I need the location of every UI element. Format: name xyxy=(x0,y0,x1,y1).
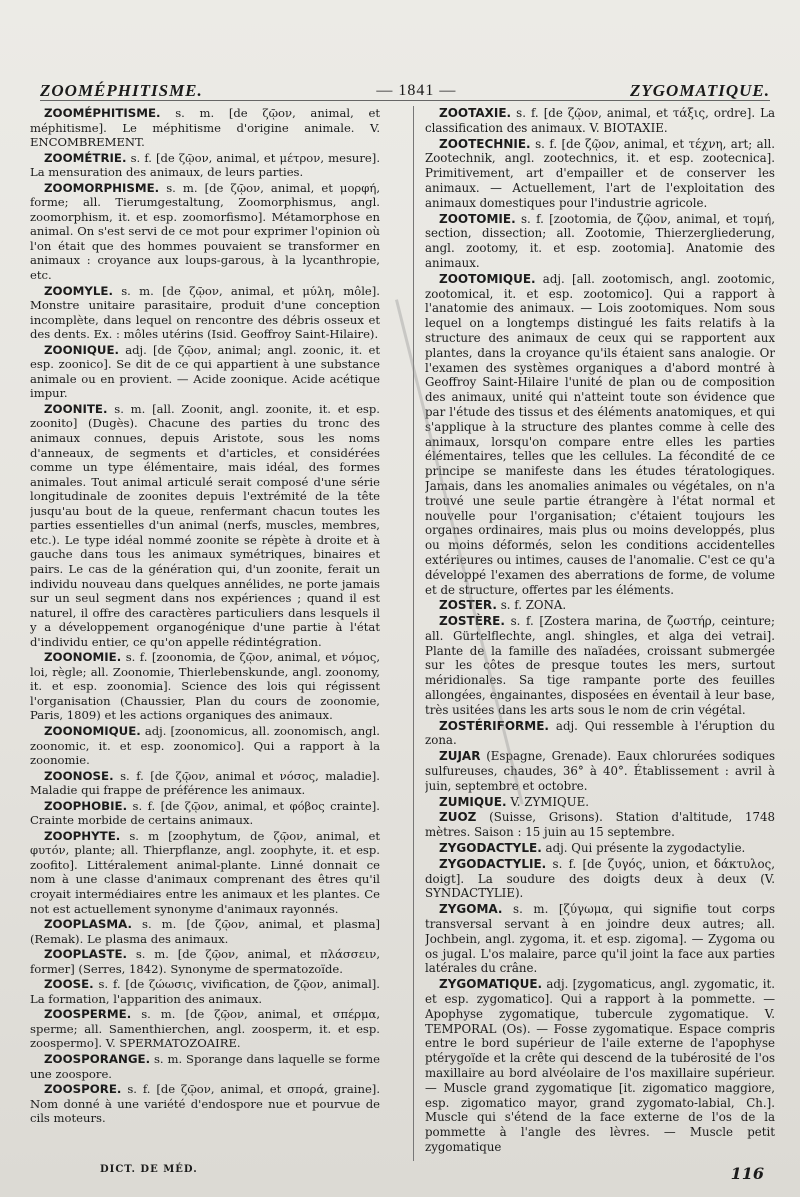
entry-headword: ZOOSPERME. xyxy=(44,1007,132,1022)
entry-headword: ZOOTAXIE. xyxy=(439,106,512,120)
entry-headword: ZOOTECHNIE. xyxy=(439,136,531,151)
entry-headword: ZOOTOMIQUE. xyxy=(439,271,536,286)
entry-definition: s. f. [zootomia, de ζῷον, animal, et τομή, section, dissection; all. Zootomie, Thierzergliederung, angl. zootomy, it. et esp. zootomia]. Anatomie des animaux. xyxy=(425,211,775,270)
dictionary-entry xyxy=(425,106,775,136)
entry-headword: ZOSTÈRE. xyxy=(439,614,505,629)
dictionary-entry xyxy=(30,402,380,649)
entry-definition: adj. [all. zootomisch, angl. zootomic, zootomical, it. et esp. zootomico]. Qui a rapport à l'anatomie des animaux. — Lois zootomiques. Nom sous lequel on a longtemps distingué les faits relatifs à la structure des animaux de ceux qui se rapportent aux plantes, dans la croyance qu'ils étaient sans analogie. Or l'examen des systèmes organiques a d'abord montré à Geoffroy Saint-Hilaire l'unité de plan ou de composition des animaux, unité qui n'atteint toute son évidence que par l'étude des tissus et des éléments anatomiques, et qui s'applique à la structure des plantes comme à celle des animaux, lorsqu'on compare entre elles les parties élémentaires, telles que les cellules. La fécondité de ce principe se manifeste dans les études tératologiques. Jamais, dans les anomalies animales ou végétales, on n'a trouvé une seule partie étrangère à l'état normal et nouvelle pour l'organisation; c'étaient toujours les organes ordinaires, mais plus ou moins developpés, plus ou moins déformés, selon les conditions accidentelles extérieures ou intimes, causes de l'anomalie. C'est ce qu'a développé l'examen des aberrations de forme, de volume et de structure, offertes par les éléments. xyxy=(425,271,775,597)
dictionary-entry xyxy=(425,598,775,613)
entry-definition: (Espagne, Grenade). Eaux chlorurées sodiques sulfureuses, chaudes, 36° à 40°. Établissement : avril à juin, septembre et octobre. xyxy=(425,749,775,793)
entry-headword: ZYGODACTYLIE. xyxy=(439,856,547,871)
entry-definition: s. f. [de ζῷον, animal, et μέτρον, mesure]. La mensuration des animaux, de leurs parties. xyxy=(30,150,380,180)
dictionary-entry xyxy=(30,977,380,1006)
entry-headword: ZOONOSE. xyxy=(44,768,114,783)
header-left-title: ZOOMÉPHITISME. xyxy=(40,81,203,100)
entry-headword: ZOOSPORE. xyxy=(44,1082,122,1097)
entry-definition: s. f. [de ζῷον, animal, et σπορά, graine]. Nom donné à une variété d'endospore nue et pourvue de cils moteurs. xyxy=(30,1082,380,1126)
dictionary-entry xyxy=(30,917,380,946)
entry-headword: ZYGODACTYLE. xyxy=(439,841,542,856)
dictionary-entry xyxy=(425,719,775,749)
entry-headword: ZUMIQUE. xyxy=(439,794,507,809)
entry-definition: s. m. [all. Zoonit, angl. zoonite, it. et esp. zoonito] (Dugès). Chacune des parties du tronc des animaux connues, depuis Aristote, sous les noms d'anneaux, de segments et d'articles, et considérées comme un type élémentaire, mais idéal, des formes animales. Tout animal articulé serait composé d'une série longitudinale de zoonites depuis l'extrémité de la tête jusqu'au bout de la queue, renfermant chacun toutes les parties essentielles d'un animal (nerfs, muscles, membres, etc.). Le type idéal nommé zoonite se répète à droite et à gauche dans tous les animaux symétriques, binaires et pairs. Le cas de la génération qui, d'un zoonite, ferait un individu nouveau dans quelques annélides, ne porte jamais sur un seul segment dans nos expériences ; quand il est naturel, il offre des caractères particuliers dans lesquels il y a développement organogénique d'une partie à l'état d'individu entier, ce qu'on appelle rédintégration. xyxy=(30,401,380,649)
dictionary-entry xyxy=(30,284,380,342)
entry-definition: V. ZYMIQUE. xyxy=(510,794,589,809)
dictionary-entry xyxy=(30,799,380,828)
entry-definition: s. m [zoophytum, de ζῷον, animal, et φυτόν, plante; all. Thierpflanze, angl. zoophyte, it. et esp. zoofito]. Littéralement animal-plante. Linné donnait ce nom à une classe d'animaux comprenant des êtres qu'il croyait intermédiaires entre les animaux et les plantes. Ce not est actuellement synonyme d'animaux rayonnés. xyxy=(30,828,380,916)
dictionary-entry xyxy=(425,795,775,810)
entry-headword: ZOOPHOBIE. xyxy=(44,798,128,813)
dictionary-entry xyxy=(30,769,380,798)
entry-headword: ZOOMÉPHITISME. xyxy=(44,106,161,120)
entry-headword: ZOOMÉTRIE. xyxy=(44,150,127,165)
entry-headword: ZOSTER. xyxy=(439,598,497,613)
dictionary-entry xyxy=(30,829,380,916)
entry-definition: s. f. [de ζώωσις, vivification, de ζῷον, animal]. La formation, l'apparition des animaux. xyxy=(30,977,380,1006)
dictionary-entry xyxy=(425,857,775,901)
entry-headword: ZYGOMATIQUE. xyxy=(439,977,543,992)
dictionary-entry xyxy=(30,106,380,150)
dictionary-entry xyxy=(30,151,380,180)
dictionary-entry xyxy=(425,749,775,793)
entry-definition: s. f. [Zostera marina, de ζωστήρ, ceinture; all. Gürtelflechte, angl. shingles, et alga dei vetrai]. Plante de la famille des naïadées, croissant submergée sur les côtes de presque toutes les mers, surtout méridionales. Sa tige rampante porte des feuilles allongées, engainantes, disposées en éventail à leur base, très usitées dans les arts sous le nom de crin végétal. xyxy=(425,614,775,717)
dictionary-entry xyxy=(30,343,380,401)
entry-headword: ZYGOMA. xyxy=(439,902,503,917)
entry-definition: s. m. [de ζῷον, animal, et méphitisme]. Le méphitisme d'origine animale. V. ENCOMBREMENT. xyxy=(30,106,380,150)
entry-definition: adj. [zoonomicus, all. zoonomisch, angl. zoonomic, it. et esp. zoonomico]. Qui a rapport à la zoonomie. xyxy=(30,723,380,768)
dictionary-entry xyxy=(30,1082,380,1126)
left-column xyxy=(30,106,380,1161)
entry-definition: adj. Qui ressemble à l'éruption du zona. xyxy=(425,718,775,748)
dictionary-entry xyxy=(425,137,775,211)
entry-definition: s. f. ZONA. xyxy=(500,598,567,613)
entry-definition: s. f. [de ζῷον, animal, et τάξις, ordre]. La classification des animaux. V. BIOTAXIE. xyxy=(425,106,775,135)
entry-definition: s. f. [de ζῷον, animal, et τέχνη, art; all. Zootechnik, angl. zootechnics, it. et esp. zootecnica]. Primitivement, art d'empailler et de conserver les animaux. — Actuellement, l'art de l'exploitation des animaux domestiques pour l'industrie agricole. xyxy=(425,136,775,210)
dictionary-entry xyxy=(425,841,775,856)
entry-definition: s. m. [de ζῷον, animal, et μορφή, forme; all. Tierumgestaltung, Zoomorphismus, angl. zoomorphism, it. et esp. zoomorfismo]. Métamorphose en animal. On s'est servi de ce mot pour exprimer l'opinion où l'on était que des hommes pouvaient se transformer en animaux : croyance aux loups-garous, à la lycanthropie, etc. xyxy=(30,180,380,283)
entry-headword: ZOOSPORANGE. xyxy=(44,1052,151,1066)
entry-definition: s. m. [de ζῷον, animal, et πλάσσειν, former] (Serres, 1842). Synonyme de spermatozoïde. xyxy=(30,947,380,976)
entry-headword: ZOOMYLE. xyxy=(44,283,113,298)
dictionary-entry xyxy=(30,1007,380,1051)
dictionary-entry xyxy=(30,724,380,768)
page-number: — 1841 — xyxy=(376,82,457,99)
header-rule xyxy=(40,100,770,101)
entry-definition: s. f. [de ζυγός, union, et δάκτυλος, doigt]. La soudure des doigts deux à deux (V. SYNDACTYLIE). xyxy=(425,856,775,901)
entry-headword: ZOOPLASMA. xyxy=(44,917,132,932)
dictionary-entry xyxy=(425,810,775,840)
header-right-title: ZYGOMATIQUE. xyxy=(630,81,770,100)
footer-signature: DICT. DE MÉD. xyxy=(100,1164,198,1175)
dictionary-entry xyxy=(30,1052,380,1081)
entry-headword: ZUJAR xyxy=(439,749,481,764)
entry-headword: ZOOSE. xyxy=(44,977,94,992)
entry-headword: ZOONIQUE. xyxy=(44,342,120,357)
entry-headword: ZOONOMIE. xyxy=(44,650,122,665)
entry-headword: ZOSTÉRIFORME. xyxy=(439,718,549,733)
entry-definition: adj. Qui présente la zygodactylie. xyxy=(545,841,746,856)
entry-headword: ZOONOMIQUE. xyxy=(44,723,141,738)
dictionary-entry xyxy=(30,947,380,976)
entry-definition: s. m. Sporange dans laquelle se forme une zoospore. xyxy=(30,1052,380,1081)
entry-definition: s. f. [de ζῷον, animal, et φόβος crainte]. Crainte morbide de certains animaux. xyxy=(30,798,380,828)
entry-definition: adj. [de ζῷον, animal; angl. zoonic, it. et esp. zoonico]. Se dit de ce qui appartient à une substance animale ou en provient. — Acide zoonique. Acide acétique impur. xyxy=(30,342,380,401)
dictionary-entry xyxy=(30,650,380,723)
entry-headword: ZOOTOMIE. xyxy=(439,211,516,226)
entry-definition: s. m. [de ζῷον, animal, et σπέρμα, sperme; all. Samenthierchen, angl. zoosperm, it. et esp. zoospermo]. V. SPERMATOZOAIRE. xyxy=(30,1007,380,1051)
dictionary-entry xyxy=(425,272,775,598)
column-divider xyxy=(413,106,414,1161)
entry-headword: ZOOMORPHISME. xyxy=(44,180,160,195)
dictionary-entry xyxy=(425,902,775,976)
entry-headword: ZOONITE. xyxy=(44,401,108,416)
entry-headword: ZUOZ xyxy=(439,810,477,825)
entry-definition: (Suisse, Grisons). Station d'altitude, 1748 mètres. Saison : 15 juin au 15 septembre. xyxy=(425,810,775,840)
entry-definition: s. m. [de ζῷον, animal, et μύλη, môle]. Monstre unitaire parasitaire, produit d'une conception incomplète, dans lequel on rencontre des débris osseux et des dents. Ex. : môles utérins (Isid. Geoffroy Saint-Hilaire). xyxy=(30,283,380,342)
entry-headword: ZOOPLASTE. xyxy=(44,947,127,962)
dictionary-entry xyxy=(30,181,380,283)
entry-definition: s. m. [ζύγωμα, qui signifie tout corps transversal servant à en joindre deux autres; all. Jochbein, angl. zygoma, it. et esp. zigoma]. — Zygoma ou os jugal. L'os malaire, parce qu'il joint la face aux parties latérales du crâne. xyxy=(425,902,775,976)
footer-sheet-number: 116 xyxy=(730,1164,764,1183)
entry-definition: s. f. [zoonomia, de ζῷον, animal, et νόμος, loi, règle; all. Zoonomie, Thierlebenskunde, angl. zoonomy, it. et esp. zoonomia]. Science des lois qui régissent l'organisation (Chaussier, Plan du cours de zoonomie, Paris, 1809) et les actions organiques des animaux. xyxy=(30,650,380,723)
entry-definition: s. m. [de ζῷον, animal, et plasma] (Remak). Le plasma des animaux. xyxy=(30,917,380,946)
dictionary-entry xyxy=(425,212,775,271)
entry-headword: ZOOPHYTE. xyxy=(44,828,121,843)
entry-definition: adj. [zygomaticus, angl. zygomatic, it. et esp. zygomatico]. Qui a rapport à la pommette. — Apophyse zygomatique, tubercule zygomatique. V. TEMPORAL (Os). — Fosse zygomatique. Espace compris entre le bord supérieur de l'aile externe de l'apophyse ptérygoïde et la crête qui descend de la tubérosité de l'os maxillaire au bord alvéolaire de l'os maxillaire supérieur. — Muscle grand zygomatique [it. zigomatico maggiore, esp. zigomatico mayor, grand zygomato-labial, Ch.]. Muscle qui s'étend de la face externe de l'os de la pommette à l'angle des lèvres. — Muscle petit zygomatique xyxy=(425,977,775,1154)
dictionary-entry xyxy=(425,977,775,1155)
entry-definition: s. f. [de ζῷον, animal et νόσος, maladie]. Maladie qui frappe de préférence les animaux. xyxy=(30,768,380,798)
